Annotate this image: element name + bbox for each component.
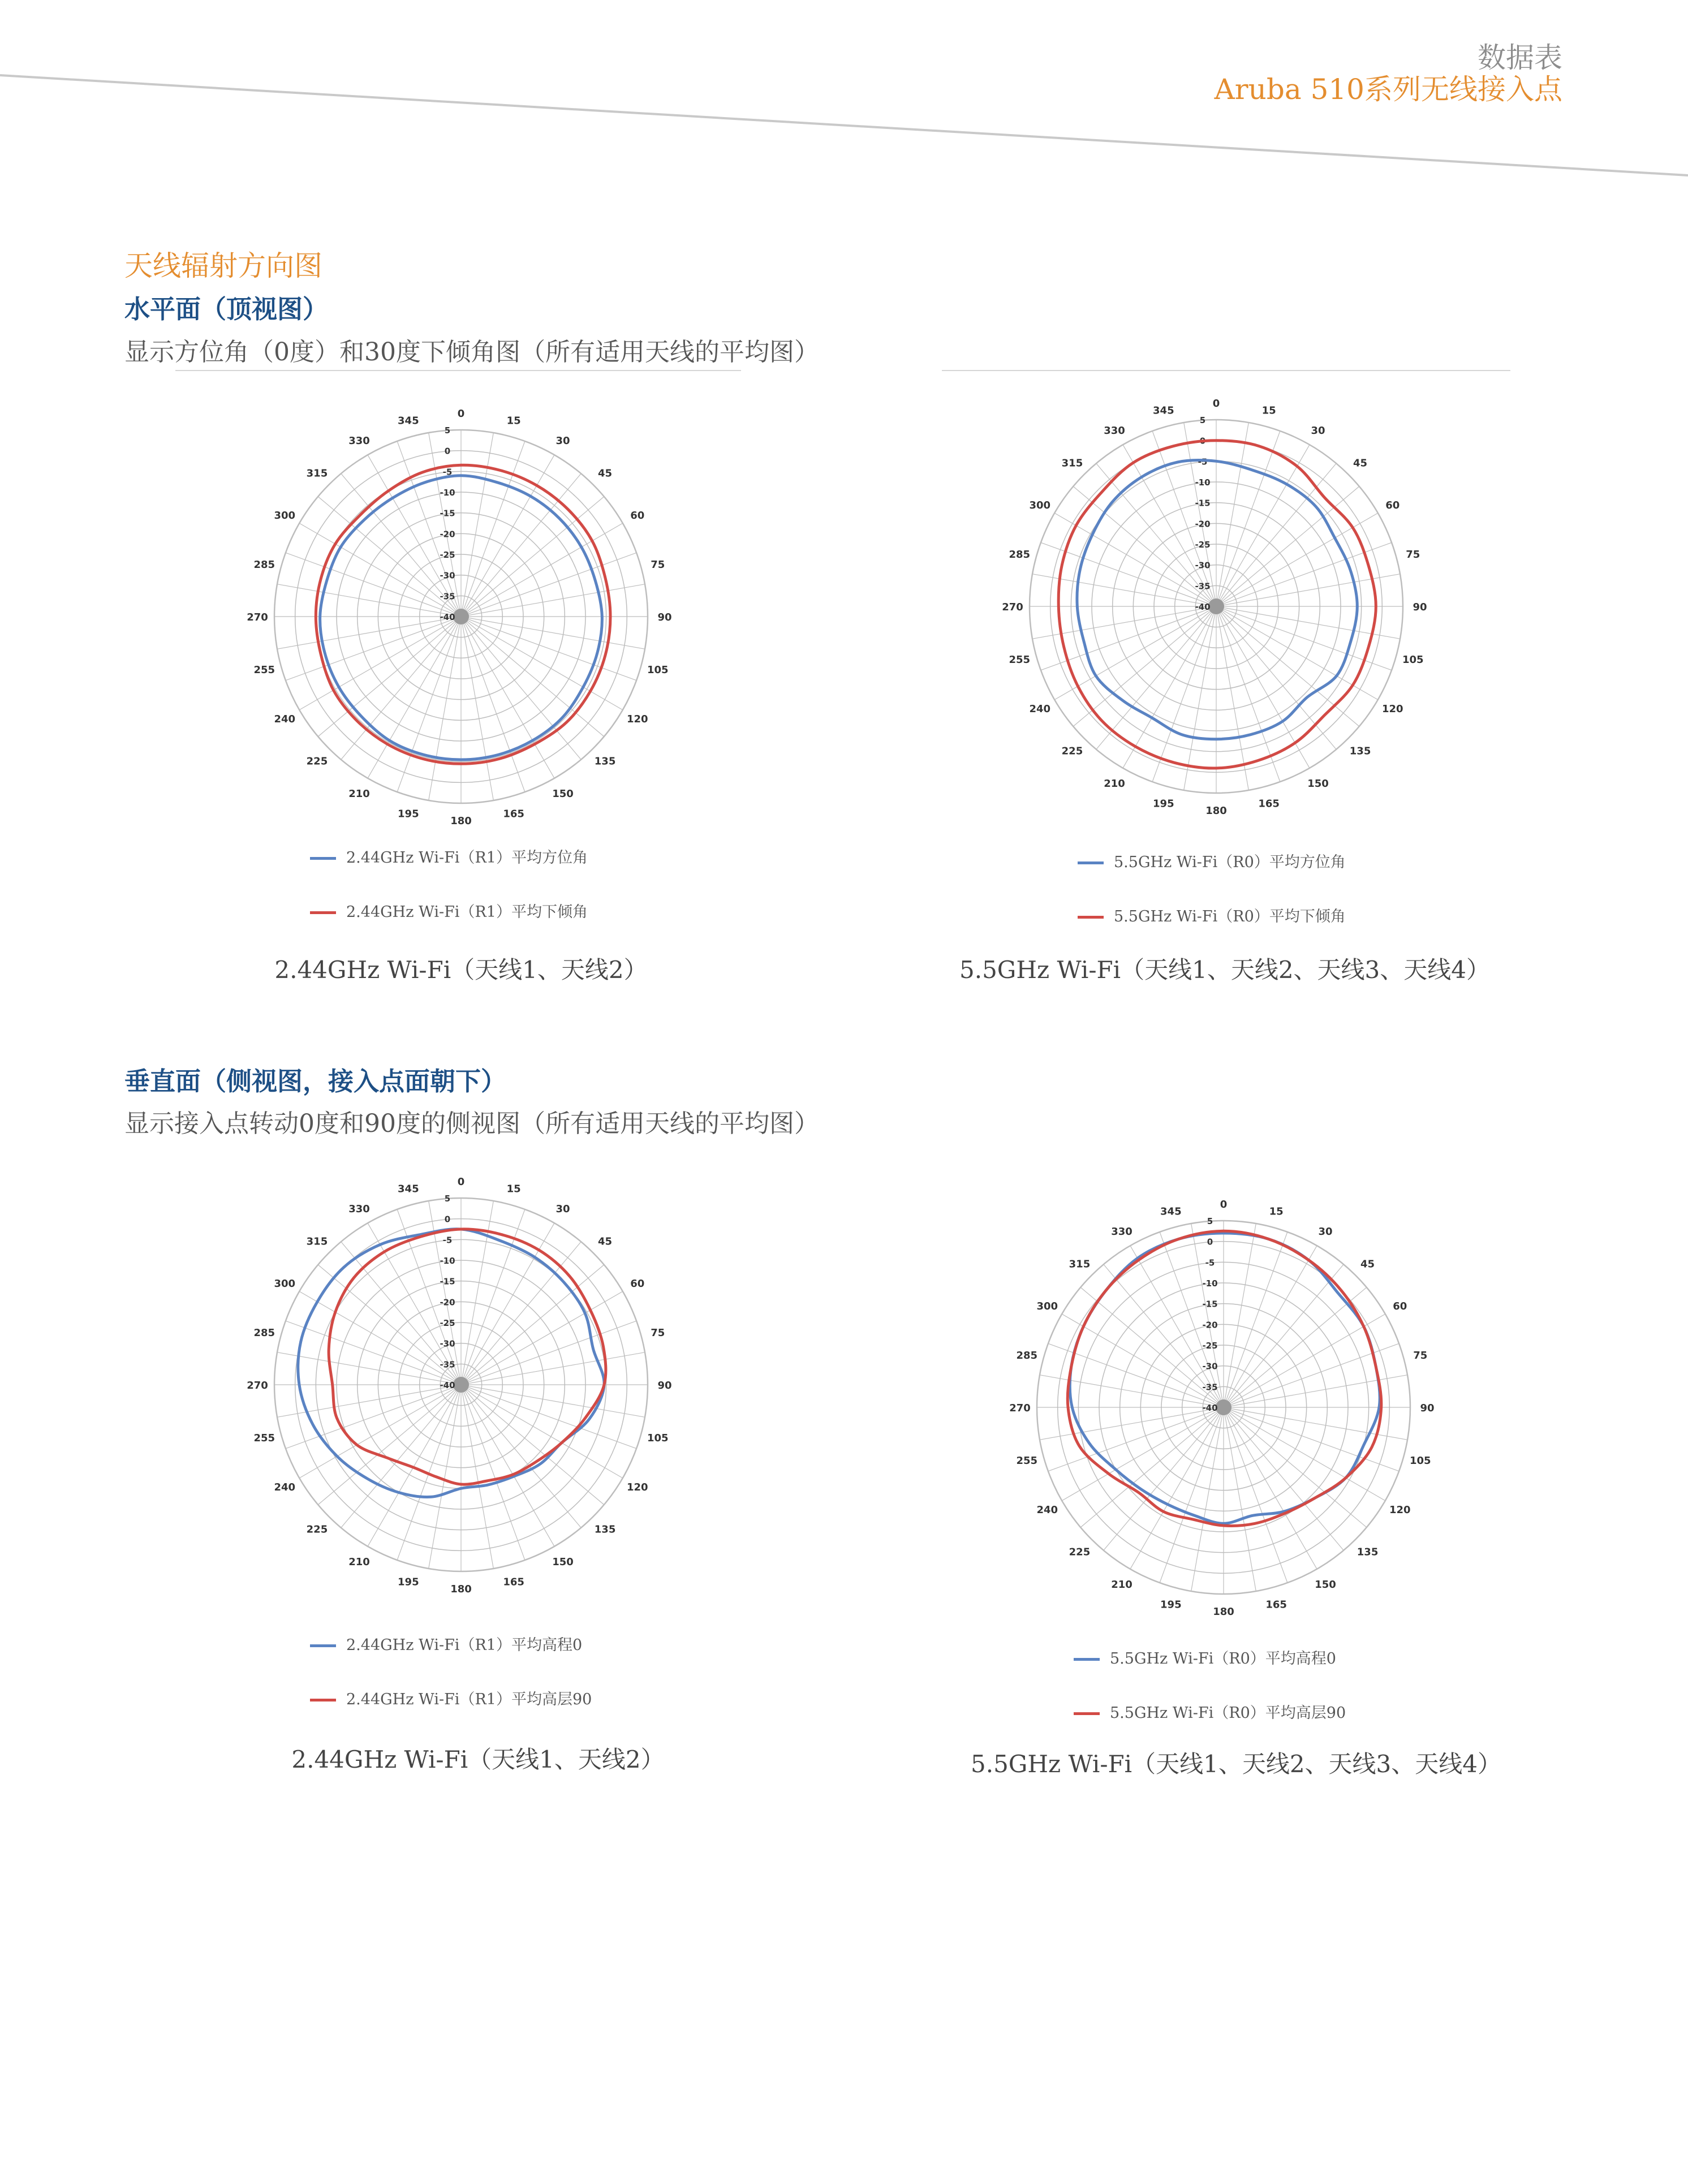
polar-chart-horizontal-2g bbox=[226, 390, 696, 843]
angle-tick-label: 300 bbox=[274, 1278, 296, 1290]
angle-tick-label: 195 bbox=[398, 808, 419, 820]
angle-tick-label: 150 bbox=[1307, 777, 1329, 790]
radial-tick-label: -35 bbox=[440, 1359, 455, 1370]
angle-tick-label: 45 bbox=[598, 1235, 613, 1248]
angle-tick-label: 120 bbox=[1381, 703, 1403, 715]
radial-tick-label: -25 bbox=[1195, 540, 1211, 550]
angle-tick-label: 0 bbox=[1212, 398, 1220, 410]
angle-tick-label: 150 bbox=[1315, 1578, 1336, 1591]
radial-tick-label: 0 bbox=[444, 446, 451, 456]
angle-tick-label: 75 bbox=[651, 558, 665, 571]
angle-tick-label: 120 bbox=[1389, 1504, 1411, 1516]
radial-tick-label: -40 bbox=[1195, 602, 1211, 612]
angle-tick-label: 60 bbox=[630, 510, 645, 522]
angle-tick-label: 285 bbox=[1009, 548, 1031, 561]
radial-tick-label: -5 bbox=[442, 467, 453, 477]
angle-tick-label: 30 bbox=[556, 435, 570, 447]
radial-tick-label: 5 bbox=[444, 1194, 451, 1204]
divider-left bbox=[175, 370, 741, 371]
angle-tick-label: 285 bbox=[253, 1326, 275, 1339]
radial-tick-label: -10 bbox=[440, 488, 455, 498]
angle-tick-label: 210 bbox=[1104, 777, 1125, 790]
legend-label: 5.5GHz Wi-Fi（R0）平均高程0 bbox=[1110, 1650, 1336, 1668]
angle-tick-label: 330 bbox=[348, 1203, 370, 1216]
angle-tick-label: 180 bbox=[450, 1583, 472, 1595]
radial-tick-label: -5 bbox=[1205, 1257, 1215, 1268]
legend-item-downtilt bbox=[1078, 904, 1346, 925]
angle-tick-label: 30 bbox=[1318, 1226, 1333, 1238]
angle-tick-label: 225 bbox=[1061, 745, 1083, 757]
legend-horizontal-5g bbox=[1078, 850, 1346, 958]
angle-tick-label: 285 bbox=[253, 558, 275, 571]
radial-tick-label: -20 bbox=[1202, 1320, 1218, 1330]
angle-tick-label: 345 bbox=[398, 415, 419, 427]
angle-tick-label: 345 bbox=[398, 1183, 419, 1195]
angle-tick-label: 105 bbox=[1402, 654, 1424, 666]
radial-tick-label: -20 bbox=[1195, 519, 1211, 529]
angle-tick-label: 0 bbox=[457, 408, 465, 420]
radial-tick-label: -20 bbox=[440, 1297, 455, 1308]
angle-tick-label: 315 bbox=[306, 467, 328, 480]
radial-tick-label: -30 bbox=[1202, 1361, 1218, 1372]
polar-chart-vertical-2g bbox=[226, 1158, 696, 1611]
legend-item-elevation-90 bbox=[1074, 1700, 1346, 1722]
angle-tick-label: 210 bbox=[348, 787, 370, 800]
radial-tick-label: -35 bbox=[1195, 581, 1211, 592]
angle-tick-label: 270 bbox=[1002, 601, 1023, 613]
legend-item-elevation-90 bbox=[310, 1687, 592, 1708]
angle-tick-label: 60 bbox=[1393, 1300, 1407, 1312]
angle-tick-label: 90 bbox=[657, 611, 672, 623]
angle-tick-label: 0 bbox=[1220, 1199, 1228, 1211]
angle-tick-label: 15 bbox=[506, 415, 521, 427]
radial-tick-label: -35 bbox=[440, 591, 455, 602]
angle-tick-label: 195 bbox=[398, 1576, 419, 1588]
polar-chart-horizontal-5g bbox=[981, 380, 1451, 833]
angle-tick-label: 30 bbox=[556, 1203, 570, 1216]
document-subtitle: Aruba 510系列无线接入点 bbox=[1214, 73, 1562, 106]
angle-tick-label: 240 bbox=[1029, 703, 1051, 715]
radial-tick-label: -15 bbox=[440, 508, 455, 519]
angle-tick-label: 165 bbox=[503, 1576, 524, 1588]
legend-item-elevation-0 bbox=[1074, 1646, 1346, 1668]
legend-vertical-2g bbox=[310, 1632, 592, 1741]
radial-tick-label: -15 bbox=[1195, 498, 1211, 509]
center-hub bbox=[453, 1377, 469, 1393]
angle-tick-label: 225 bbox=[306, 1523, 328, 1536]
angle-tick-label: 45 bbox=[1353, 457, 1368, 469]
legend-label: 2.44GHz Wi-Fi（R1）平均高程0 bbox=[346, 1636, 583, 1654]
radial-tick-label: -40 bbox=[440, 612, 455, 622]
radial-tick-label: -40 bbox=[1202, 1403, 1218, 1413]
angle-tick-label: 315 bbox=[1061, 457, 1083, 469]
angle-tick-label: 90 bbox=[1420, 1402, 1435, 1414]
divider-right bbox=[942, 370, 1510, 371]
radial-tick-label: -25 bbox=[1202, 1341, 1218, 1351]
angle-tick-label: 135 bbox=[1357, 1546, 1379, 1558]
angle-tick-label: 240 bbox=[274, 713, 296, 725]
radial-tick-label: 5 bbox=[1199, 415, 1206, 425]
legend-label: 2.44GHz Wi-Fi（R1）平均高层90 bbox=[346, 1691, 592, 1708]
radial-tick-label: -40 bbox=[440, 1380, 455, 1390]
radial-tick-label: 0 bbox=[444, 1214, 451, 1225]
vertical-plane-description: 显示接入点转动0度和90度的侧视图（所有适用天线的平均图） bbox=[124, 1109, 819, 1138]
angle-tick-label: 105 bbox=[647, 1432, 669, 1445]
angle-tick-label: 285 bbox=[1016, 1349, 1038, 1362]
radial-tick-label: -20 bbox=[440, 529, 455, 540]
radial-tick-label: -15 bbox=[440, 1276, 455, 1287]
angle-tick-label: 315 bbox=[1069, 1258, 1091, 1270]
angle-tick-label: 345 bbox=[1153, 404, 1174, 417]
angle-tick-label: 90 bbox=[1413, 601, 1427, 613]
angle-tick-label: 240 bbox=[274, 1481, 296, 1493]
legend-item-elevation-0 bbox=[310, 1632, 592, 1654]
angle-tick-label: 270 bbox=[1009, 1402, 1031, 1414]
angle-tick-label: 15 bbox=[506, 1183, 521, 1195]
radial-tick-label: -30 bbox=[440, 1338, 455, 1349]
angle-tick-label: 45 bbox=[598, 467, 613, 480]
legend-swatch-blue bbox=[1078, 861, 1104, 864]
angle-tick-label: 345 bbox=[1160, 1205, 1182, 1218]
angle-tick-label: 150 bbox=[552, 787, 574, 800]
angle-tick-label: 0 bbox=[457, 1176, 465, 1188]
radial-tick-label: -5 bbox=[442, 1235, 453, 1246]
legend-item-azimuth bbox=[310, 845, 588, 867]
angle-tick-label: 300 bbox=[274, 510, 296, 522]
center-hub bbox=[1216, 1399, 1231, 1415]
angle-tick-label: 60 bbox=[630, 1278, 645, 1290]
radial-tick-label: -35 bbox=[1202, 1382, 1218, 1393]
radial-tick-label: 0 bbox=[1207, 1237, 1213, 1247]
angle-tick-label: 15 bbox=[1269, 1205, 1284, 1218]
angle-tick-label: 315 bbox=[306, 1235, 328, 1248]
angle-tick-label: 75 bbox=[1413, 1349, 1428, 1362]
angle-tick-label: 30 bbox=[1311, 425, 1325, 437]
angle-tick-label: 210 bbox=[348, 1556, 370, 1568]
angle-tick-label: 195 bbox=[1160, 1599, 1182, 1611]
legend-label: 2.44GHz Wi-Fi（R1）平均下倾角 bbox=[346, 903, 588, 921]
legend-swatch-blue bbox=[1074, 1658, 1100, 1661]
angle-tick-label: 270 bbox=[247, 1380, 268, 1392]
angle-tick-label: 330 bbox=[1111, 1226, 1132, 1238]
legend-swatch-red bbox=[1078, 916, 1104, 919]
legend-item-downtilt bbox=[310, 899, 588, 921]
angle-tick-label: 180 bbox=[450, 815, 472, 827]
series-line bbox=[329, 1229, 606, 1484]
angle-tick-label: 255 bbox=[253, 1432, 275, 1445]
legend-label: 5.5GHz Wi-Fi（R0）平均下倾角 bbox=[1114, 908, 1346, 925]
radial-tick-label: -30 bbox=[1195, 560, 1211, 571]
radial-tick-label: -25 bbox=[440, 550, 455, 560]
angle-tick-label: 255 bbox=[1009, 654, 1031, 666]
angle-tick-label: 165 bbox=[1258, 798, 1280, 810]
angle-tick-label: 105 bbox=[647, 664, 669, 677]
angle-tick-label: 135 bbox=[1349, 745, 1371, 757]
radial-tick-label: 5 bbox=[444, 425, 451, 436]
legend-vertical-5g bbox=[1074, 1646, 1346, 1755]
angle-tick-label: 165 bbox=[1265, 1599, 1287, 1611]
angle-tick-label: 165 bbox=[503, 808, 524, 820]
radial-tick-label: -5 bbox=[1198, 456, 1208, 467]
angle-tick-label: 270 bbox=[247, 611, 268, 623]
legend-swatch-blue bbox=[310, 1644, 336, 1647]
legend-label: 2.44GHz Wi-Fi（R1）平均方位角 bbox=[346, 849, 588, 867]
angle-tick-label: 105 bbox=[1409, 1455, 1431, 1467]
legend-swatch-red bbox=[310, 911, 336, 914]
caption-horizontal-5g: 5.5GHz Wi-Fi（天线1、天线2、天线3、天线4） bbox=[959, 956, 1490, 984]
caption-vertical-2g: 2.44GHz Wi-Fi（天线1、天线2） bbox=[291, 1746, 665, 1773]
angle-tick-label: 210 bbox=[1111, 1578, 1132, 1591]
angle-tick-label: 75 bbox=[1406, 548, 1420, 561]
angle-tick-label: 300 bbox=[1036, 1300, 1058, 1312]
document-type: 数据表 bbox=[1478, 41, 1562, 74]
center-hub bbox=[453, 609, 469, 624]
radial-tick-label: -10 bbox=[440, 1256, 455, 1266]
angle-tick-label: 300 bbox=[1029, 499, 1051, 511]
vertical-plane-heading: 垂直面（侧视图，接入点面朝下） bbox=[124, 1066, 507, 1096]
legend-label: 5.5GHz Wi-Fi（R0）平均方位角 bbox=[1114, 854, 1346, 871]
angle-tick-label: 180 bbox=[1205, 805, 1227, 817]
caption-vertical-5g: 5.5GHz Wi-Fi（天线1、天线2、天线3、天线4） bbox=[971, 1750, 1501, 1778]
angle-tick-label: 150 bbox=[552, 1556, 574, 1568]
center-hub bbox=[1208, 598, 1224, 614]
angle-tick-label: 45 bbox=[1360, 1258, 1375, 1270]
angle-tick-label: 120 bbox=[626, 713, 648, 725]
legend-label: 5.5GHz Wi-Fi（R0）平均高层90 bbox=[1110, 1704, 1346, 1722]
legend-swatch-red bbox=[310, 1699, 336, 1701]
radial-tick-label: -10 bbox=[1202, 1278, 1218, 1289]
legend-swatch-red bbox=[1074, 1712, 1100, 1715]
legend-swatch-blue bbox=[310, 857, 336, 860]
radial-tick-label: -10 bbox=[1195, 477, 1211, 488]
angle-tick-label: 255 bbox=[1016, 1455, 1038, 1467]
radial-tick-label: 5 bbox=[1207, 1216, 1213, 1226]
polar-chart-vertical-5g bbox=[989, 1181, 1458, 1634]
section-title: 天线辐射方向图 bbox=[124, 249, 322, 282]
angle-tick-label: 75 bbox=[651, 1326, 665, 1339]
angle-tick-label: 195 bbox=[1153, 798, 1174, 810]
angle-tick-label: 60 bbox=[1385, 499, 1400, 511]
angle-tick-label: 15 bbox=[1261, 404, 1276, 417]
angle-tick-label: 180 bbox=[1213, 1606, 1234, 1618]
angle-tick-label: 240 bbox=[1036, 1504, 1058, 1516]
angle-tick-label: 135 bbox=[594, 1523, 616, 1536]
angle-tick-label: 330 bbox=[348, 435, 370, 447]
angle-tick-label: 255 bbox=[253, 664, 275, 677]
radial-tick-label: -15 bbox=[1202, 1299, 1218, 1309]
radial-tick-label: -25 bbox=[440, 1318, 455, 1328]
angle-tick-label: 225 bbox=[1069, 1546, 1091, 1558]
horizontal-plane-description: 显示方位角（0度）和30度下倾角图（所有适用天线的平均图） bbox=[124, 338, 819, 367]
legend-item-azimuth bbox=[1078, 850, 1346, 871]
angle-tick-label: 135 bbox=[594, 755, 616, 768]
radial-tick-label: -30 bbox=[440, 570, 455, 581]
angle-tick-label: 120 bbox=[626, 1481, 648, 1493]
angle-tick-label: 225 bbox=[306, 755, 328, 768]
legend-horizontal-2g bbox=[310, 845, 588, 954]
radial-tick-label: 0 bbox=[1199, 436, 1206, 446]
horizontal-plane-heading: 水平面（顶视图） bbox=[124, 294, 329, 324]
angle-tick-label: 90 bbox=[657, 1380, 672, 1392]
caption-horizontal-2g: 2.44GHz Wi-Fi（天线1、天线2） bbox=[274, 956, 648, 984]
angle-tick-label: 330 bbox=[1104, 425, 1125, 437]
